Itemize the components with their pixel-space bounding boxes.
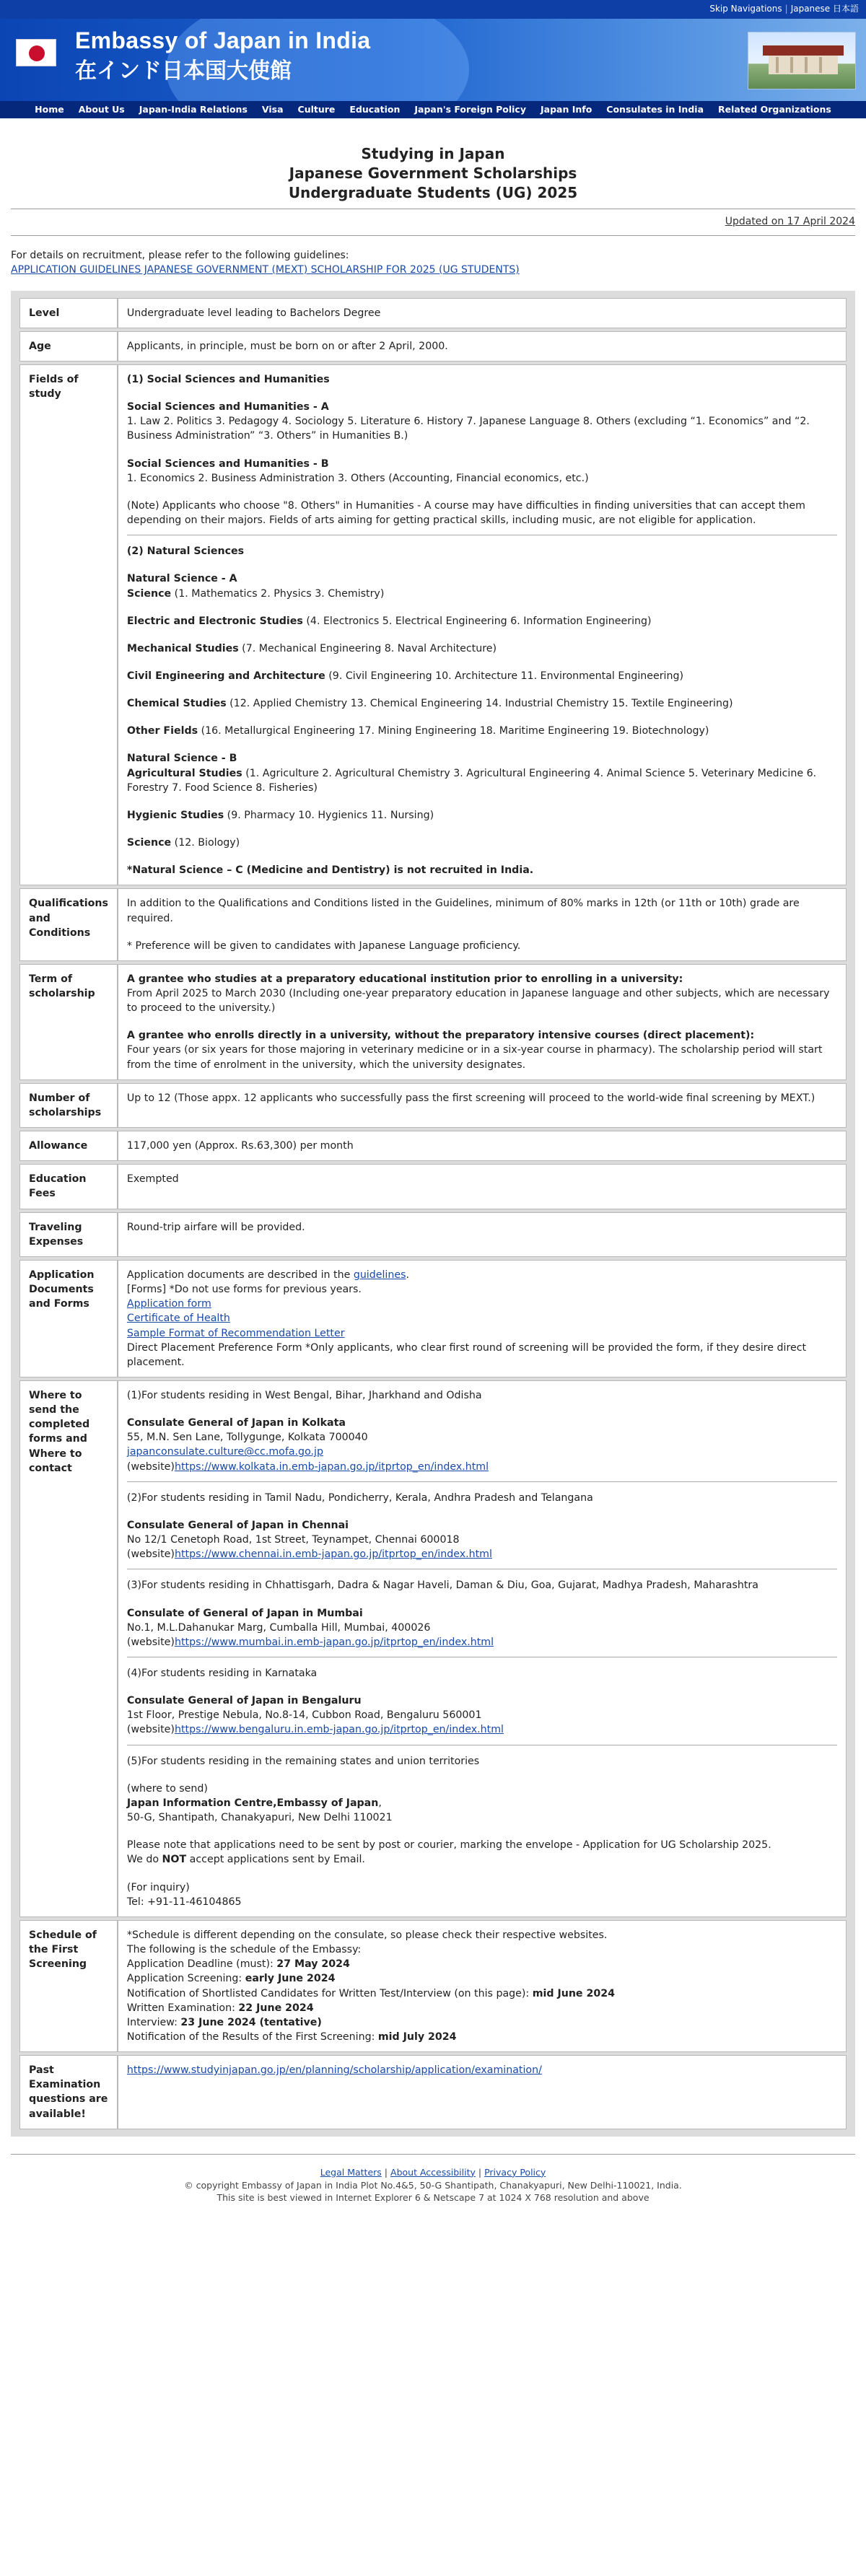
kolkata-website-link[interactable]: https://www.kolkata.in.emb-japan.go.jp/itprtop_en/index.html (174, 1460, 489, 1473)
term-preparatory-heading: A grantee who studies at a preparatory educational institution prior to enrolling in a university: (126, 973, 683, 985)
intro-text: For details on recruitment, please refer to the following guidelines: (11, 249, 349, 261)
natural-a-heading: Natural Science - A (126, 573, 237, 585)
skip-navigation-link[interactable]: Skip Navigations (709, 4, 782, 14)
row-label-term: Term of scholarship (19, 964, 118, 1080)
row-value-where (118, 1380, 847, 1917)
row-label-fees: Education Fees (19, 1164, 118, 1209)
page-title-line-2: Japanese Government Scholarships (289, 165, 577, 182)
comma: , (378, 1797, 382, 1809)
browser-note: This site is best viewed in Internet Explorer 6 & Netscape 7 at 1024 X 768 resolution and above (216, 2192, 650, 2204)
civil-text: (9. Civil Engineering 10. Architecture 11. Environmental Engineering) (325, 670, 684, 682)
row-label-allowance: Allowance (19, 1131, 118, 1161)
chennai-consulate-name: Consulate General of Japan in Chennai (126, 1519, 349, 1531)
mechanical-text: (7. Mechanical Engineering 8. Naval Architecture) (238, 642, 497, 654)
nav-item-japan-india-relations[interactable]: Japan-India Relations (139, 104, 248, 115)
row-value-age: Applicants, in principle, must be born on or after 2 April, 2000. (118, 331, 847, 362)
footer (11, 2166, 855, 2219)
chennai-intro: (2)For students residing in Tamil Nadu, Pondicherry, Kerala, Andhra Pradesh and Telangana (126, 1491, 593, 1504)
row-value-documents (118, 1260, 847, 1377)
direct-placement-note: Direct Placement Preference Form *Only applicants, who clear first round of screening will be provided the form, if they desire direct placement. (126, 1341, 807, 1368)
fields-heading-natural: (2) Natural Sciences (126, 546, 245, 558)
mechanical-heading: Mechanical Studies (126, 642, 239, 654)
website-label: (website) (126, 1724, 175, 1736)
legal-matters-link[interactable]: Legal Matters (320, 2166, 382, 2178)
bengaluru-consulate-name: Consulate General of Japan in Bengaluru (126, 1695, 362, 1707)
other-fields-heading: Other Fields (126, 725, 198, 737)
natural-c-notice: *Natural Science – C (Medicine and Dentistry) is not recruited in India. (126, 864, 534, 877)
period: . (406, 1269, 409, 1281)
table-row (19, 1212, 847, 1257)
kolkata-consulate-name: Consulate General of Japan in Kolkata (126, 1417, 346, 1429)
past-exam-questions-link[interactable]: https://www.studyinjapan.go.jp/en/planning/scholarship/application/examination/ (126, 2064, 542, 2077)
table-row (19, 331, 847, 362)
mumbai-consulate-name: Consulate of General of Japan in Mumbai (126, 1607, 363, 1619)
application-form-link[interactable]: Application form (126, 1298, 211, 1310)
chemical-text: (12. Applied Chemistry 13. Chemical Engineering 14. Industrial Chemistry 15. Textile Engineering) (226, 698, 733, 710)
website-label: (website) (126, 1548, 175, 1561)
application-deadline: 27 May 2024 (276, 1958, 350, 1971)
table-row (19, 1260, 847, 1377)
table-row (19, 1083, 847, 1128)
divider: | (784, 4, 788, 14)
chennai-website-link[interactable]: https://www.chennai.in.emb-japan.go.jp/itprtop_en/index.html (174, 1548, 492, 1561)
page-title-line-3: Undergraduate Students (UG) 2025 (288, 184, 578, 201)
intro (11, 249, 855, 278)
nav-item-visa[interactable]: Visa (261, 104, 284, 115)
qualifications-preference: * Preference will be given to candidates with Japanese Language proficiency. (126, 939, 521, 952)
row-value-level: Undergraduate level leading to Bachelors Degree (118, 298, 847, 328)
table-row (19, 298, 847, 328)
table-row (19, 2055, 847, 2129)
row-value-fields (118, 364, 847, 885)
row-value-past-exams (118, 2055, 847, 2129)
inquiry-label: (For inquiry) (126, 1881, 190, 1893)
row-value-schedule (118, 1920, 847, 2052)
schedule-item: Application Screening: early June 2024 (126, 1973, 336, 1985)
civil-heading: Civil Engineering and Architecture (126, 670, 325, 682)
post-courier-note: Please note that applications need to be sent by post or courier, marking the envelope - Application for UG Scholarship 2025. (126, 1839, 771, 1852)
mumbai-website-link[interactable]: https://www.mumbai.in.emb-japan.go.jp/itprtop_en/index.html (174, 1636, 494, 1648)
humanities-note: (Note) Applicants who choose "8. Others" in Humanities - A course may have difficulties in finding universities that can accept them depending on their majors. Fields of arts aiming for getting practical skills, including music, are not eligible for application. (126, 499, 805, 527)
qualifications-text: In addition to the Qualifications and Conditions listed in the Guidelines, minimum of 80% marks in 12th (or 11th or 10th) grade are required. (126, 898, 800, 924)
footer-divider (11, 2154, 855, 2155)
table-row (19, 964, 847, 1080)
electric-heading: Electric and Electronic Studies (126, 615, 303, 627)
divider: | (384, 2166, 388, 2178)
bengaluru-address: 1st Floor, Prestige Nebula, No.8-14, Cubbon Road, Bengaluru 560001 (126, 1709, 482, 1722)
scholarship-details-table (11, 291, 855, 2137)
row-value-travel: Round-trip airfare will be provided. (118, 1212, 847, 1257)
row-label-where: Where to send the completed forms and Where to contact (19, 1380, 118, 1917)
japanese-language-link[interactable]: Japanese 日本語 (790, 4, 859, 14)
natural-b-heading: Natural Science - B (126, 753, 237, 765)
website-label: (website) (126, 1460, 175, 1473)
copyright-text: © copyright Embassy of Japan in India Plot No.4&5, 50-G Shantipath, Chanakyapuri, New Delhi-110021, India. (184, 2179, 682, 2191)
humanities-b-heading: Social Sciences and Humanities - B (126, 457, 329, 470)
website-label: (website) (126, 1636, 175, 1648)
main-navigation (0, 101, 866, 118)
nav-item-about-us[interactable]: About Us (78, 104, 125, 115)
mumbai-intro: (3)For students residing in Chhattisgarh, Dadra & Nagar Haveli, Daman & Diu, Goa, Gujarat, Madhya Pradesh, Maharashtra (126, 1580, 758, 1592)
results-notification-date: mid July 2024 (377, 2030, 457, 2043)
delhi-intro: (5)For students residing in the remaining states and union territories (126, 1755, 480, 1767)
inquiry-telephone: Tel: +91-11-46104865 (126, 1896, 242, 1908)
nav-item-culture[interactable]: Culture (297, 104, 336, 115)
shortlist-notification-date: mid June 2024 (532, 1987, 615, 1999)
term-direct-heading: A grantee who enrolls directly in a university, without the preparatory intensive courses (direct placement): (126, 1030, 755, 1042)
kolkata-intro: (1)For students residing in West Bengal, Bihar, Jharkhand and Odisha (126, 1389, 482, 1401)
nav-item-foreign-policy[interactable]: Japan's Foreign Policy (414, 104, 526, 115)
written-exam-date: 22 June 2024 (238, 2002, 314, 2014)
kolkata-email-link[interactable]: japanconsulate.culture@cc.mofa.go.jp (126, 1446, 323, 1458)
row-label-past-exams: Past Examination questions are available! (19, 2055, 118, 2129)
application-screening-date: early June 2024 (245, 1973, 336, 1985)
row-value-term (118, 964, 847, 1080)
schedule-item: Notification of Shortlisted Candidates for Written Test/Interview (on this page): mid June 2024 (126, 1987, 615, 1999)
documents-text: Application documents are described in the (126, 1269, 354, 1281)
fields-heading-social: (1) Social Sciences and Humanities (126, 373, 330, 385)
embassy-building-image (748, 32, 856, 89)
table-row (19, 1164, 847, 1209)
page-title-line-1: Studying in Japan (361, 145, 505, 162)
schedule-note: *Schedule is different depending on the consulate, so please check their respective websites. (126, 1929, 608, 1941)
mumbai-address: No.1, M.L.Dahanukar Marg, Cumballa Hill, Mumbai, 400026 (126, 1621, 431, 1634)
row-label-qualifications: Qualifications and Conditions (19, 888, 118, 960)
science-heading: Science (126, 587, 172, 600)
row-value-qualifications (118, 888, 847, 960)
interview-date: 23 June 2024 (tentative) (180, 2016, 322, 2028)
nav-item-home[interactable]: Home (35, 104, 64, 115)
site-title-english[interactable]: Embassy of Japan in India (75, 27, 371, 53)
table-row (19, 888, 847, 960)
bengaluru-intro: (4)For students residing in Karnataka (126, 1668, 318, 1679)
term-direct-text: Four years (or six years for those majoring in veterinary medicine or in a six-year course in pharmacy). The scholarship period will start from the time of enrolment in the university, which the university designates. (126, 1044, 823, 1071)
science-b-heading: Science (126, 837, 172, 849)
row-label-number: Number of scholarships (19, 1083, 118, 1128)
row-label-documents: Application Documents and Forms (19, 1260, 118, 1377)
hygienic-heading: Hygienic Studies (126, 809, 224, 821)
table-row (19, 1131, 847, 1161)
chemical-heading: Chemical Studies (126, 698, 227, 710)
table-row (19, 1920, 847, 2052)
row-value-number: Up to 12 (Those appx. 12 applicants who successfully pass the first screening will proceed to the world-wide final screening by MEXT.) (118, 1083, 847, 1128)
email-note-not: NOT (162, 1854, 187, 1866)
nav-item-japan-info[interactable]: Japan Info (540, 104, 592, 115)
row-label-fields: Fields of study (19, 364, 118, 885)
schedule-item: Written Examination: 22 June 2024 (126, 2002, 314, 2014)
agricultural-heading: Agricultural Studies (126, 767, 242, 779)
schedule-intro: The following is the schedule of the Embassy: (126, 1944, 362, 1956)
nav-item-related-organizations[interactable]: Related Organizations (718, 104, 831, 115)
divider: | (478, 2166, 482, 2178)
updated-date: Updated on 17 April 2024 (725, 216, 855, 227)
science-b-text: (12. Biology) (171, 837, 240, 849)
humanities-a-heading: Social Sciences and Humanities - A (126, 401, 329, 413)
top-utility-bar (0, 0, 866, 19)
row-value-fees: Exempted (118, 1164, 847, 1209)
bengaluru-website-link[interactable]: https://www.bengaluru.in.emb-japan.go.jp/itprtop_en/index.html (174, 1724, 504, 1736)
email-note-prefix: We do (126, 1854, 162, 1866)
japan-flag-icon (16, 39, 56, 66)
schedule-item: Application Deadline (must): 27 May 2024 (126, 1958, 350, 1971)
delhi-address: 50-G, Shantipath, Chanakyapuri, New Delhi 110021 (126, 1812, 393, 1824)
other-fields-text: (16. Metallurgical Engineering 17. Mining Engineering 18. Maritime Engineering 19. Biotechnology) (198, 725, 709, 737)
kolkata-address: 55, M.N. Sen Lane, Tollygunge, Kolkata 700040 (126, 1432, 368, 1444)
certificate-of-health-link[interactable]: Certificate of Health (126, 1313, 230, 1325)
guidelines-link[interactable]: APPLICATION GUIDELINES JAPANESE GOVERNMENT (MEXT) SCHOLARSHIP FOR 2025 (UG STUDENTS) (11, 263, 520, 276)
site-title-japanese: 在インド日本国大使館 (75, 58, 292, 84)
schedule-item: Interview: 23 June 2024 (tentative) (126, 2016, 322, 2028)
chennai-address: No 12/1 Cenetoph Road, 1st Street, Teynampet, Chennai 600018 (126, 1534, 460, 1546)
email-note-suffix: accept applications sent by Email. (186, 1854, 365, 1866)
row-label-schedule: Schedule of the First Screening (19, 1920, 118, 2052)
about-accessibility-link[interactable]: About Accessibility (390, 2166, 476, 2178)
table-row (19, 1380, 847, 1917)
humanities-a-text: 1. Law 2. Politics 3. Pedagogy 4. Sociology 5. Literature 6. History 7. Japanese Language 8. Others (excluding “1. Economics” and “2. Business Administration” “3. Others” in Humanities B.) (126, 416, 810, 442)
nav-item-consulates[interactable]: Consulates in India (606, 104, 704, 115)
hygienic-text: (9. Pharmacy 10. Hygienics 11. Nursing) (224, 809, 434, 821)
guidelines-inline-link[interactable]: guidelines (353, 1269, 406, 1281)
updated-divider (11, 235, 855, 236)
delhi-centre-name: Japan Information Centre,Embassy of Japan (126, 1797, 379, 1809)
science-text: (1. Mathematics 2. Physics 3. Chemistry) (171, 587, 385, 600)
nav-item-education[interactable]: Education (349, 104, 401, 115)
row-value-allowance: 117,000 yen (Approx. Rs.63,300) per month (118, 1131, 847, 1161)
schedule-item: Notification of the Results of the First Screening: mid July 2024 (126, 2030, 457, 2043)
term-preparatory-text: From April 2025 to March 2030 (Including one-year preparatory education in Japanese language and other subjects, which are necessary to proceed to the university.) (126, 988, 830, 1015)
forms-note: [Forms] *Do not use forms for previous years. (126, 1284, 362, 1296)
row-label-level: Level (19, 298, 118, 328)
page-title (11, 144, 855, 203)
humanities-b-text: 1. Economics 2. Business Administration 3. Others (Accounting, Financial economics, etc.) (126, 472, 589, 484)
main-content (11, 118, 855, 2219)
row-label-travel: Traveling Expenses (19, 1212, 118, 1257)
where-to-send-label: (where to send) (126, 1782, 208, 1795)
agricultural-text: (1. Agriculture 2. Agricultural Chemistry 3. Agricultural Engineering 4. Animal Science 5. Veterinary Medicine 6. Forestry 7. Food Science 8. Fisheries) (126, 767, 817, 794)
table-row (19, 364, 847, 885)
site-banner (0, 19, 866, 101)
recommendation-letter-link[interactable]: Sample Format of Recommendation Letter (126, 1327, 345, 1339)
electric-text: (4. Electronics 5. Electrical Engineering 6. Information Engineering) (302, 615, 652, 627)
divider (127, 1481, 837, 1482)
row-label-age: Age (19, 331, 118, 362)
privacy-policy-link[interactable]: Privacy Policy (484, 2166, 546, 2178)
